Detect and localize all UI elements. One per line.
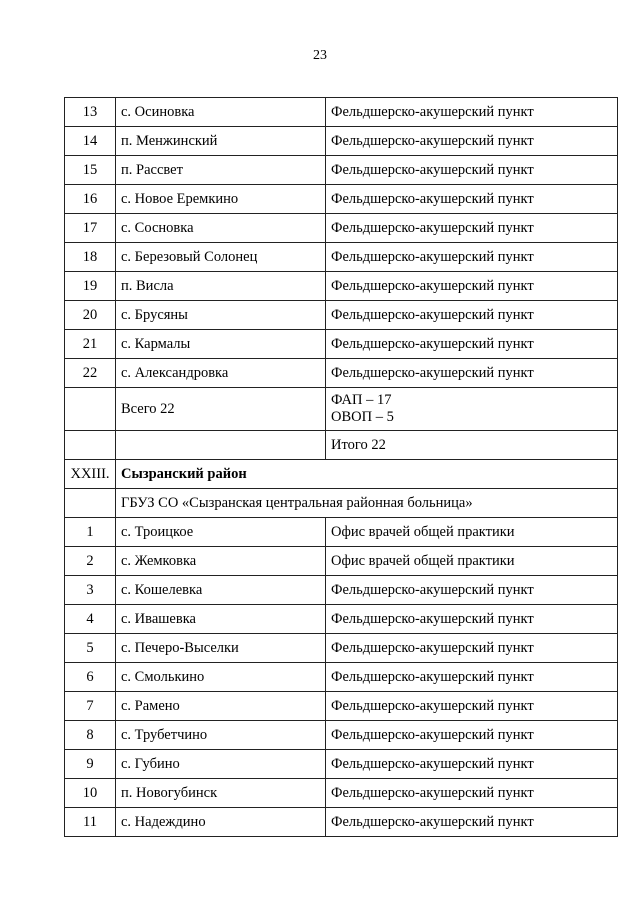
table-row: [65, 547, 618, 576]
settlement-name: с. Смолькино: [116, 663, 326, 692]
row-number: 9: [65, 750, 116, 779]
settlement-name: с. Трубетчино: [116, 721, 326, 750]
hospital-name: ГБУЗ СО «Сызранская центральная районная больница»: [116, 489, 618, 518]
table-row: [65, 692, 618, 721]
settlement-name: с. Березовый Солонец: [116, 243, 326, 272]
table-row: [65, 301, 618, 330]
row-number: 13: [65, 98, 116, 127]
settlement-name: п. Менжинский: [116, 127, 326, 156]
summary-num-cell: [65, 388, 116, 431]
facility-type: Фельдшерско-акушерский пункт: [326, 127, 618, 156]
settlement-name: с. Александровка: [116, 359, 326, 388]
facility-type: Фельдшерско-акушерский пункт: [326, 359, 618, 388]
table-row: [65, 156, 618, 185]
row-number: 7: [65, 692, 116, 721]
table-row: [65, 808, 618, 837]
settlement-name: с. Печеро-Выселки: [116, 634, 326, 663]
table-row: [65, 605, 618, 634]
facility-type: Фельдшерско-акушерский пункт: [326, 605, 618, 634]
settlement-name: с. Ивашевка: [116, 605, 326, 634]
table-row: [65, 750, 618, 779]
facility-type: Фельдшерско-акушерский пункт: [326, 330, 618, 359]
table-row: [65, 330, 618, 359]
district-header-row: [65, 460, 618, 489]
row-number: 5: [65, 634, 116, 663]
row-number: 16: [65, 185, 116, 214]
facilities-table: [64, 97, 618, 837]
facility-type: Фельдшерско-акушерский пункт: [326, 98, 618, 127]
settlement-name: с. Брусяны: [116, 301, 326, 330]
row-number: 3: [65, 576, 116, 605]
facility-type: Офис врачей общей практики: [326, 518, 618, 547]
facility-type: Фельдшерско-акушерский пункт: [326, 692, 618, 721]
settlement-name: с. Кошелевка: [116, 576, 326, 605]
itogo-row: [65, 431, 618, 460]
table-row: [65, 518, 618, 547]
settlement-name: с. Надеждино: [116, 808, 326, 837]
facility-type: Фельдшерско-акушерский пункт: [326, 185, 618, 214]
row-number: 11: [65, 808, 116, 837]
table-row: [65, 214, 618, 243]
settlement-name: с. Троицкое: [116, 518, 326, 547]
row-number: 21: [65, 330, 116, 359]
row-number: 14: [65, 127, 116, 156]
row-number: 6: [65, 663, 116, 692]
table-row: [65, 243, 618, 272]
summary-block: [65, 388, 618, 518]
row-number: 19: [65, 272, 116, 301]
itogo-place-cell: [116, 431, 326, 460]
district-name: Сызранский район: [116, 460, 618, 489]
settlement-name: с. Рамено: [116, 692, 326, 721]
table-row: [65, 127, 618, 156]
facility-type: Фельдшерско-акушерский пункт: [326, 634, 618, 663]
table-row: [65, 98, 618, 127]
district-roman-numeral: XXIII.: [65, 460, 116, 489]
facility-type: Фельдшерско-акушерский пункт: [326, 272, 618, 301]
row-number: 15: [65, 156, 116, 185]
hospital-num-cell: [65, 489, 116, 518]
facility-type: Фельдшерско-акушерский пункт: [326, 576, 618, 605]
table-row: [65, 359, 618, 388]
settlement-name: п. Висла: [116, 272, 326, 301]
facility-type: Фельдшерско-акушерский пункт: [326, 808, 618, 837]
settlement-name: с. Кармалы: [116, 330, 326, 359]
row-number: 2: [65, 547, 116, 576]
summary-total-label: Всего 22: [116, 388, 326, 431]
settlement-name: п. Рассвет: [116, 156, 326, 185]
facility-type: Фельдшерско-акушерский пункт: [326, 779, 618, 808]
table-row: [65, 185, 618, 214]
row-number: 22: [65, 359, 116, 388]
table-row: [65, 634, 618, 663]
settlement-name: с. Новое Еремкино: [116, 185, 326, 214]
settlement-name: п. Новогубинск: [116, 779, 326, 808]
row-number: 8: [65, 721, 116, 750]
facility-type: Фельдшерско-акушерский пункт: [326, 750, 618, 779]
table-row: [65, 663, 618, 692]
facility-type: Фельдшерско-акушерский пункт: [326, 663, 618, 692]
itogo-total: Итого 22: [326, 431, 618, 460]
row-number: 18: [65, 243, 116, 272]
facility-type: Фельдшерско-акушерский пункт: [326, 243, 618, 272]
row-number: 20: [65, 301, 116, 330]
hospital-row: [65, 489, 618, 518]
table-row: [65, 721, 618, 750]
row-number: 4: [65, 605, 116, 634]
table-row: [65, 779, 618, 808]
facility-type: Офис врачей общей практики: [326, 547, 618, 576]
table-row: [65, 576, 618, 605]
summary-fap-line: ФАП – 17: [331, 392, 392, 408]
part2-rows: [65, 518, 618, 837]
table-row: [65, 272, 618, 301]
part1-rows: [65, 98, 618, 388]
summary-breakdown: [326, 388, 618, 431]
row-number: 17: [65, 214, 116, 243]
summary-row: [65, 388, 618, 431]
summary-ovop-line: ОВОП – 5: [331, 409, 394, 425]
settlement-name: с. Жемковка: [116, 547, 326, 576]
facility-type: Фельдшерско-акушерский пункт: [326, 721, 618, 750]
row-number: 10: [65, 779, 116, 808]
settlement-name: с. Губино: [116, 750, 326, 779]
facility-type: Фельдшерско-акушерский пункт: [326, 156, 618, 185]
row-number: 1: [65, 518, 116, 547]
facility-type: Фельдшерско-акушерский пункт: [326, 214, 618, 243]
itogo-num-cell: [65, 431, 116, 460]
facility-type: Фельдшерско-акушерский пункт: [326, 301, 618, 330]
settlement-name: с. Осиновка: [116, 98, 326, 127]
settlement-name: с. Сосновка: [116, 214, 326, 243]
page-number: 23: [313, 48, 327, 63]
